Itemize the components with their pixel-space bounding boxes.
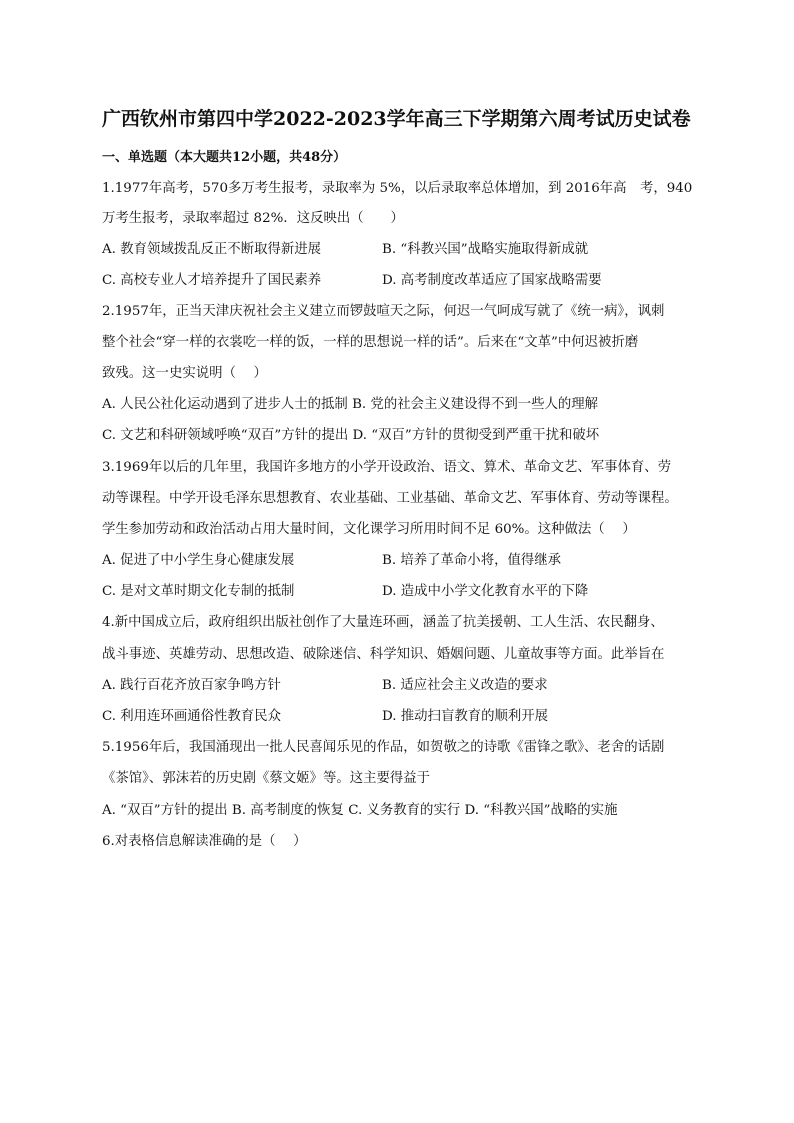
question-1-option-a: A. 教育领域拨乱反正不断取得新进展: [102, 242, 322, 257]
question-1-option-d: D. 高考制度改革适应了国家战略需要: [382, 273, 602, 288]
question-3-stem-line-3: 学生参加劳动和政治活动占用大量时间，文化课学习所用时间不足 60%。这种做法（ ）: [102, 522, 636, 537]
question-4-option-a: A. 践行百花齐放百家争鸣方针: [102, 678, 281, 693]
question-4-option-b: B. 适应社会主义改造的要求: [382, 678, 548, 693]
question-2-stem-line-3: 致残。这一史实说明（ ）: [102, 366, 267, 381]
question-5-options-line-1: A. “双百”方针的提出 B. 高考制度的恢复 C. 义务教育的实行 D. “科教兴国”战略的实施: [102, 803, 618, 818]
question-5-stem-line-2: 《茶馆》、郭沫若的历史剧《蔡文姬》等。这主要得益于: [102, 771, 431, 786]
question-3-option-d: D. 造成中小学文化教育水平的下降: [382, 584, 589, 599]
question-3-stem-line-1: 3.1969年以后的几年里，我国许多地方的小学开设政治、语文、算术、革命文艺、军事体育、劳: [102, 460, 672, 475]
question-2-stem-line-2: 整个社会“穿一样的衣裳吃一样的饭，一样的思想说一样的话”。后来在“文革”中何迟被折磨: [102, 335, 639, 350]
question-3-stem-line-2: 动等课程。中学开设毛泽东思想教育、农业基础、工业基础、革命文艺、军事体育、劳动等课程。: [102, 491, 678, 506]
question-5-stem-line-1: 5.1956年后，我国涌现出一批人民喜闻乐见的作品，如贺敬之的诗歌《雷锋之歌》、老舍的话剧: [102, 740, 665, 755]
question-2-stem-line-1: 2.1957年，正当天津庆祝社会主义建立而锣鼓喧天之际，何迟一气呵成写就了《统一病》，讽刺: [102, 304, 665, 319]
question-3-option-c: C. 是对文革时期文化专制的抵制: [102, 584, 295, 599]
question-1-option-b: B. “科教兴国”战略实施取得新成就: [382, 242, 589, 257]
question-4-stem-line-2: 战斗事迹、英雄劳动、思想改造、破除迷信、科学知识、婚姻问题、儿童故事等方面。此举旨在: [102, 647, 665, 662]
exam-title: 广西钦州市第四中学2022-2023学年高三下学期第六周考试历史试卷: [102, 108, 691, 130]
question-1-stem-line-2: 万考生报考，录取率超过 82%．这反映出（ ）: [102, 211, 404, 226]
question-6-stem-line-1: 6.对表格信息解读准确的是（ ）: [102, 834, 307, 849]
question-4-option-c: C. 利用连环画通俗性教育民众: [102, 709, 281, 724]
question-2-options-line-1: A. 人民公社化运动遇到了进步人士的抵制 B. 党的社会主义建设得不到一些人的理解: [102, 397, 599, 412]
section-heading: 一、单选题（本大题共12小题，共48分）: [102, 150, 347, 165]
question-3-option-b: B. 培养了革命小将，值得继承: [382, 553, 562, 568]
question-4-stem-line-1: 4.新中国成立后，政府组织出版社创作了大量连环画，涵盖了抗美援朝、工人生活、农民翻身、: [102, 615, 664, 630]
question-4-option-d: D. 推动扫盲教育的顺利开展: [382, 709, 549, 724]
question-3-option-a: A. 促进了中小学生身心健康发展: [102, 553, 295, 568]
question-2-options-line-2: C. 文艺和科研领域呼唤“双百”方针的提出 D. “双百”方针的贯彻受到严重干扰和破坏: [102, 428, 600, 443]
question-1-stem-line-1: 1.1977年高考，570多万考生报考，录取率为 5%，以后录取率总体增加，到 2016年高 考，940: [102, 181, 693, 196]
question-1-option-c: C. 高校专业人才培养提升了国民素养: [102, 273, 322, 288]
